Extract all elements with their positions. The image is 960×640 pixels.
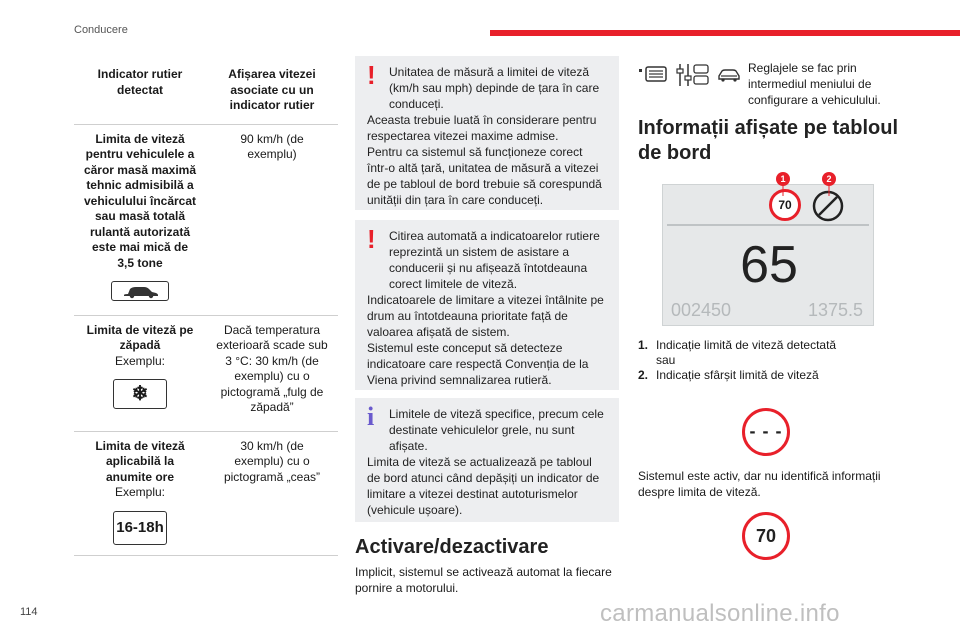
section-name: Conducere bbox=[74, 24, 128, 36]
note-text: Citirea automată a indicatoarelor rutiere reprezintă un sistem de asistare a conducerii și nu afișează întotdeauna corect limitele de viteză. bbox=[389, 229, 600, 291]
note-text: Aceasta trebuie luată în considerare pentru respectarea vitezei maxime admise. bbox=[367, 113, 597, 143]
row-value: 30 km/h (de exemplu) cu o pictogramă „ceas” bbox=[223, 438, 321, 484]
table-header-detected: Indicator rutier detectat bbox=[74, 60, 206, 124]
row-example: Exemplu: bbox=[114, 485, 166, 499]
table-row bbox=[74, 431, 338, 555]
note-text: Pentru ca sistemul să funcționeze corect într-o altă țară, unitatea de măsură a vitezei de pe tabloul de bord trebuie să corespundă unității din țara în care conduceți. bbox=[367, 145, 602, 207]
speed-sign-table bbox=[74, 60, 338, 556]
note-text: Indicatoarele de limitare a vitezei întâlnite pe drum au întotdeauna prioritate față de valoarea afișată de sistem. bbox=[367, 293, 604, 339]
warning-icon: ! bbox=[367, 60, 376, 90]
warning-icon: ! bbox=[367, 224, 376, 254]
legend-number: 1. bbox=[638, 338, 649, 352]
unknown-limit-sign: - - - bbox=[742, 408, 790, 456]
config-text bbox=[638, 60, 888, 108]
note-text: Unitatea de măsură a limitei de viteză (km/h sau mph) depinde de țara în care conduceți. bbox=[389, 65, 600, 111]
inactive-text: Sistemul este activ, dar nu identifică informații despre limita de viteză. bbox=[638, 469, 881, 499]
dashboard-divider bbox=[667, 224, 869, 226]
header-accent-bar bbox=[490, 30, 960, 36]
warning-note bbox=[355, 220, 619, 390]
row-label: Limita de viteză pe zăpadă bbox=[86, 322, 194, 352]
list-item bbox=[638, 368, 898, 383]
activation-heading: Activare/dezactivare bbox=[355, 536, 549, 558]
speed-limit-value: 70 bbox=[778, 198, 792, 212]
table-header-display: Afișarea vitezei asociate cu un indicator rutier bbox=[206, 60, 338, 124]
info-icon: i bbox=[367, 402, 375, 431]
callout-leaders bbox=[770, 184, 840, 198]
snowflake-icon: ❄ bbox=[113, 379, 167, 409]
note-text: Limita de viteză se actualizează pe tabloul de bord atunci când depășiți un indicator de limitare a vitezei destinat autoturismelor (vehicule ușoare). bbox=[367, 455, 600, 517]
dashboard-info-heading: Informații afișate pe tabloul de bord bbox=[638, 117, 899, 164]
row-label: Limita de viteză pentru vehiculele a căror masă maximă tehnic admisibilă a vehiculului încărcat sau masă totală rulantă autorizată este mai mică de 3,5 tone bbox=[83, 131, 197, 270]
current-speed: 65 bbox=[740, 236, 798, 294]
trip-meter: 1375.5 bbox=[807, 300, 863, 320]
row-value: Dacă temperatura exterioară scade sub 3 °C: 30 km/h (de exemplu) cu o pictogramă „fulg de zăpadă” bbox=[216, 322, 328, 414]
list-item bbox=[638, 338, 898, 368]
row-value: 90 km/h (de exemplu) bbox=[240, 131, 304, 161]
info-note bbox=[355, 398, 619, 522]
callout-1: 1 bbox=[776, 172, 790, 186]
car-icon bbox=[111, 281, 169, 301]
activation-text: Implicit, sistemul se activează automat la fiecare pornire a motorului. bbox=[355, 565, 612, 595]
row-label: Limita de viteză aplicabilă la anumite ore bbox=[95, 438, 185, 484]
page-number: 114 bbox=[20, 606, 38, 618]
legend-text: Indicație limită de viteză detectată sau bbox=[656, 338, 837, 367]
warning-note bbox=[355, 56, 619, 210]
legend-number: 2. bbox=[638, 368, 649, 382]
table-row bbox=[74, 124, 338, 315]
watermark: carmanualsonline.info bbox=[600, 600, 840, 627]
table-row bbox=[74, 315, 338, 431]
config-text-body: Reglajele se fac prin intermediul meniului de configurare a vehiculului. bbox=[748, 61, 881, 107]
row-example: Exemplu: bbox=[114, 353, 166, 368]
speed-limit-sign-example: 70 bbox=[742, 512, 790, 560]
odometer: 002450 bbox=[671, 300, 732, 320]
callout-2: 2 bbox=[822, 172, 836, 186]
callout-legend bbox=[638, 338, 898, 383]
note-text: Limitele de viteză specifice, precum cele destinate vehiculelor grele, nu sunt afișate. bbox=[389, 407, 604, 453]
dashboard-display bbox=[662, 184, 874, 326]
note-text: Sistemul este conceput să detecteze indicatoare care respectă Convenția de la Viena privind semnalizarea rutieră. bbox=[367, 341, 589, 387]
legend-text: Indicație sfârșit limită de viteză bbox=[656, 368, 819, 382]
time-range-icon: 16-18h bbox=[113, 511, 167, 545]
